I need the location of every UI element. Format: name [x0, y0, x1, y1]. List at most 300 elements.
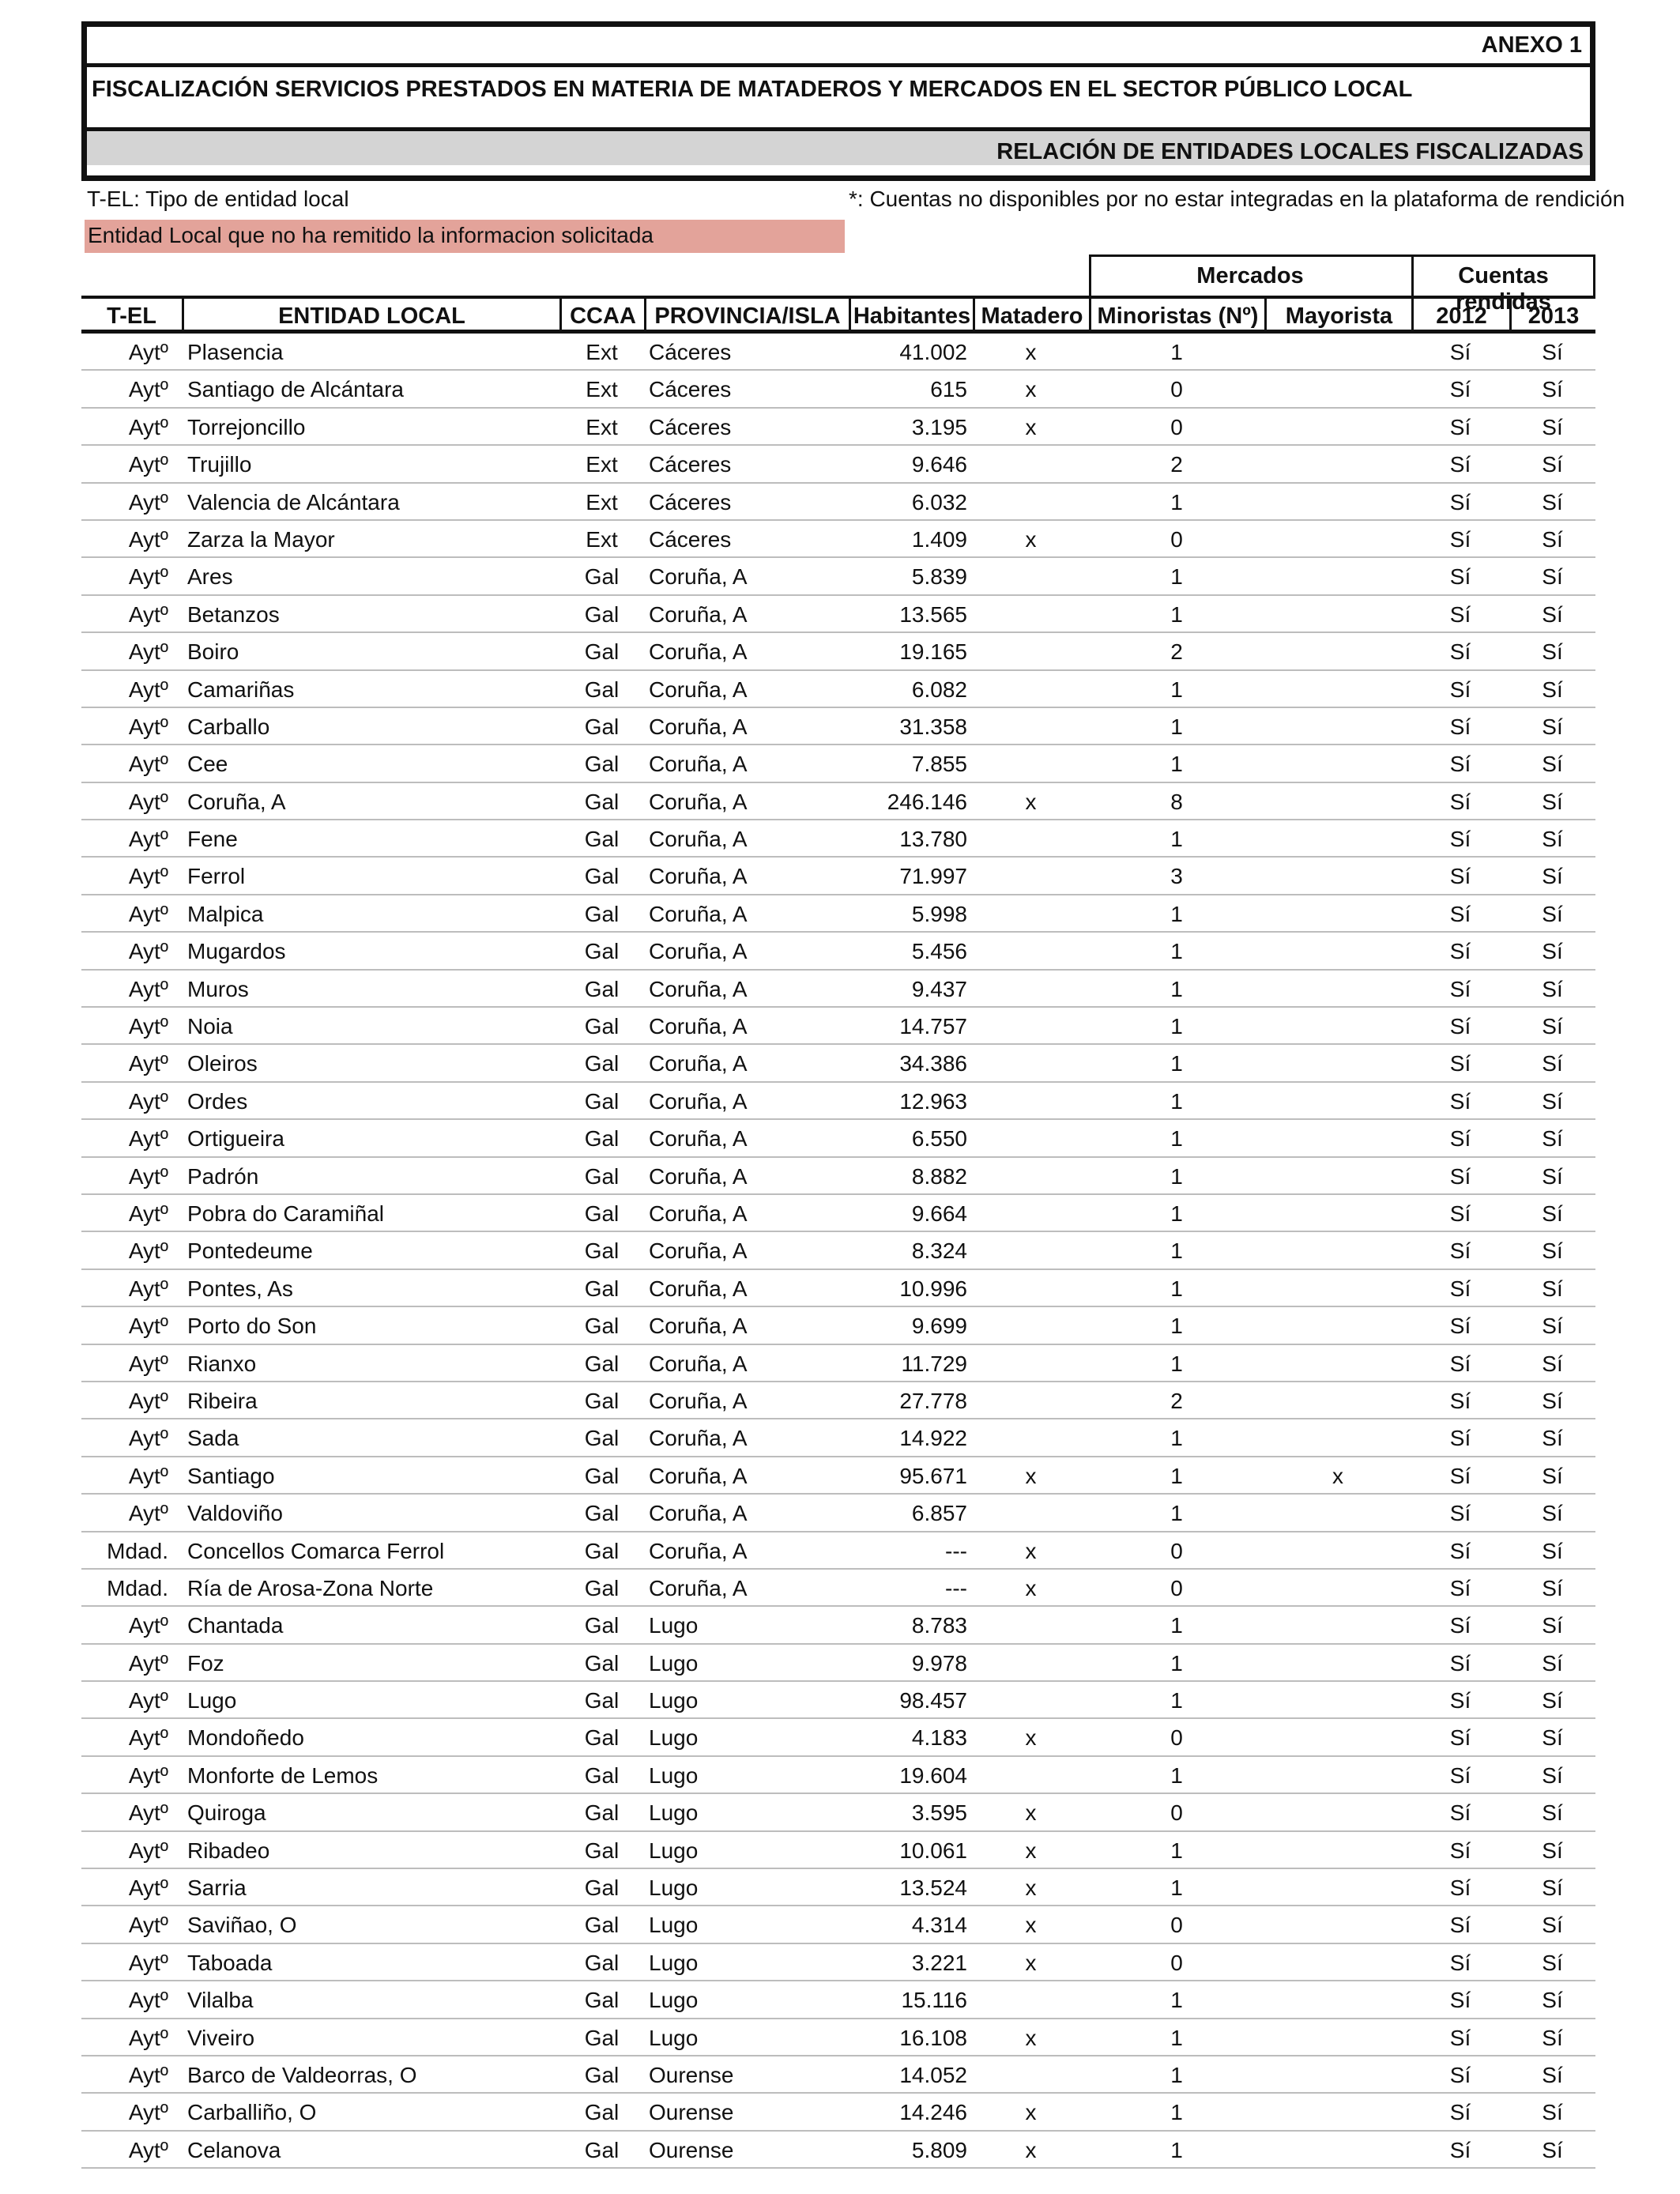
col-ccaa: CCAA	[559, 299, 644, 330]
cell-y2012: Sí	[1449, 1650, 1471, 1676]
cell-y2012: Sí	[1449, 1875, 1471, 1901]
col-matadero: Matadero	[973, 299, 1089, 330]
cell-entidad: Santiago de Alcántara	[187, 377, 404, 402]
col-minoristas: Minoristas (Nº)	[1089, 299, 1264, 330]
cell-habitantes: 8.882	[911, 1163, 967, 1189]
table-row	[81, 2132, 1595, 2169]
cell-tel: Aytº	[128, 827, 168, 852]
cell-y2013: Sí	[1542, 2137, 1563, 2162]
table-row	[81, 671, 1595, 708]
cell-habitantes: 4.183	[911, 1725, 967, 1751]
cell-tel: Aytº	[128, 1014, 168, 1039]
cell-tel: Aytº	[128, 414, 168, 439]
cell-entidad: Valencia de Alcántara	[187, 489, 400, 515]
cell-y2012: Sí	[1449, 377, 1471, 402]
cell-provincia: Coruña, A	[649, 1388, 748, 1413]
cell-entidad: Cee	[187, 752, 228, 777]
col-habitantes: Habitantes	[849, 299, 973, 330]
cell-y2012: Sí	[1449, 1088, 1471, 1114]
cell-minoristas: 1	[1170, 1426, 1183, 1451]
cell-entidad: Foz	[187, 1650, 224, 1676]
cell-provincia: Coruña, A	[649, 1163, 748, 1189]
table-row	[81, 1120, 1595, 1157]
cell-matadero: x	[1025, 414, 1037, 439]
table-row	[81, 895, 1595, 933]
cell-entidad: Lugo	[187, 1688, 237, 1713]
cell-entidad: Malpica	[187, 901, 264, 926]
cell-habitantes: 3.195	[911, 414, 967, 439]
cell-entidad: Ribadeo	[187, 1838, 270, 1863]
cell-y2013: Sí	[1542, 864, 1563, 889]
table-row	[81, 1645, 1595, 1682]
table-row	[81, 1832, 1595, 1869]
cell-minoristas: 0	[1170, 1950, 1183, 1975]
cell-y2012: Sí	[1449, 1163, 1471, 1189]
cell-habitantes: 8.324	[911, 1238, 967, 1264]
cell-y2013: Sí	[1542, 1163, 1563, 1189]
cell-y2013: Sí	[1542, 452, 1563, 477]
cell-minoristas: 0	[1170, 526, 1183, 552]
cell-entidad: Monforte de Lemos	[187, 1762, 379, 1788]
table-row	[81, 484, 1595, 521]
cell-y2013: Sí	[1542, 1126, 1563, 1152]
table-row	[81, 1158, 1595, 1195]
cell-y2013: Sí	[1542, 2062, 1563, 2087]
cell-habitantes: 19.165	[899, 639, 967, 665]
cell-provincia: Coruña, A	[649, 1351, 748, 1376]
group-divider	[1593, 254, 1595, 296]
cell-minoristas: 1	[1170, 1501, 1183, 1526]
legend-tel: T-EL: Tipo de entidad local	[87, 187, 349, 211]
cell-ccaa: Gal	[584, 1800, 620, 1826]
cell-habitantes: 9.664	[911, 1201, 967, 1226]
cell-ccaa: Gal	[584, 1988, 620, 2013]
cell-y2012: Sí	[1449, 976, 1471, 1001]
col-2012: 2012	[1411, 299, 1509, 330]
cell-y2012: Sí	[1449, 1688, 1471, 1713]
cell-entidad: Zarza la Mayor	[187, 526, 335, 552]
cell-y2013: Sí	[1542, 1314, 1563, 1339]
cell-provincia: Lugo	[649, 1800, 699, 1826]
cell-y2013: Sí	[1542, 489, 1563, 515]
group-mercados: Mercados	[1196, 263, 1304, 288]
cell-minoristas: 1	[1170, 1838, 1183, 1863]
table-row	[81, 446, 1595, 483]
cell-y2013: Sí	[1542, 1088, 1563, 1114]
cell-provincia: Coruña, A	[649, 901, 748, 926]
cell-y2013: Sí	[1542, 1950, 1563, 1975]
cell-ccaa: Gal	[584, 1163, 620, 1189]
cell-tel: Aytº	[128, 1838, 168, 1863]
cell-y2012: Sí	[1449, 1051, 1471, 1076]
cell-ccaa: Gal	[584, 1351, 620, 1376]
cell-ccaa: Gal	[584, 2137, 620, 2162]
cell-tel: Aytº	[128, 1501, 168, 1526]
cell-matadero: x	[1025, 1463, 1037, 1488]
cell-ccaa: Gal	[584, 1950, 620, 1975]
cell-minoristas: 1	[1170, 1613, 1183, 1638]
cell-entidad: Ordes	[187, 1088, 248, 1114]
legend-not-sent: Entidad Local que no ha remitido la informacion solicitada	[85, 220, 845, 253]
cell-entidad: Chantada	[187, 1613, 284, 1638]
cell-minoristas: 0	[1170, 377, 1183, 402]
cell-matadero: x	[1025, 1538, 1037, 1563]
cell-entidad: Barco de Valdeorras, O	[187, 2062, 417, 2087]
cell-minoristas: 1	[1170, 601, 1183, 627]
cell-tel: Aytº	[128, 1762, 168, 1788]
cell-habitantes: 13.565	[899, 601, 967, 627]
cell-tel: Aytº	[128, 1988, 168, 2013]
cell-ccaa: Gal	[584, 1501, 620, 1526]
cell-y2012: Sí	[1449, 452, 1471, 477]
table-row	[81, 1532, 1595, 1570]
cell-ccaa: Gal	[584, 1575, 620, 1600]
cell-y2012: Sí	[1449, 564, 1471, 590]
cell-habitantes: 3.221	[911, 1950, 967, 1975]
cell-habitantes: 10.061	[899, 1838, 967, 1863]
cell-entidad: Ortigueira	[187, 1126, 284, 1152]
cell-entidad: Santiago	[187, 1463, 275, 1488]
cell-minoristas: 1	[1170, 1088, 1183, 1114]
table-row	[81, 1906, 1595, 1943]
cell-minoristas: 1	[1170, 1276, 1183, 1301]
cell-y2013: Sí	[1542, 1800, 1563, 1826]
cell-provincia: Coruña, A	[649, 1276, 748, 1301]
cell-entidad: Sada	[187, 1426, 239, 1451]
cell-matadero: x	[1025, 1875, 1037, 1901]
cell-provincia: Coruña, A	[649, 1501, 748, 1526]
cell-habitantes: 31.358	[899, 714, 967, 739]
cell-entidad: Pontes, As	[187, 1276, 293, 1301]
cell-entidad: Concellos Comarca Ferrol	[187, 1538, 445, 1563]
cell-ccaa: Ext	[586, 377, 618, 402]
cell-y2013: Sí	[1542, 1725, 1563, 1751]
cell-provincia: Coruña, A	[649, 677, 748, 702]
cell-minoristas: 1	[1170, 939, 1183, 964]
table-row	[81, 1607, 1595, 1644]
cell-entidad: Porto do Son	[187, 1314, 317, 1339]
cell-tel: Aytº	[128, 1163, 168, 1189]
cell-ccaa: Gal	[584, 1538, 620, 1563]
cell-habitantes: 6.032	[911, 489, 967, 515]
table-row	[81, 2056, 1595, 2094]
cell-habitantes: 13.780	[899, 827, 967, 852]
cell-habitantes: 7.855	[911, 752, 967, 777]
cell-habitantes: 14.246	[899, 2100, 967, 2125]
cell-minoristas: 1	[1170, 2100, 1183, 2125]
table-row	[81, 820, 1595, 858]
cell-minoristas: 1	[1170, 1163, 1183, 1189]
cell-provincia: Coruña, A	[649, 1575, 748, 1600]
cell-y2013: Sí	[1542, 1838, 1563, 1863]
cell-tel: Aytº	[128, 901, 168, 926]
cell-habitantes: 9.437	[911, 976, 967, 1001]
cell-matadero: x	[1025, 1838, 1037, 1863]
table-header	[81, 296, 1595, 334]
cell-minoristas: 2	[1170, 1388, 1183, 1413]
cell-ccaa: Gal	[584, 901, 620, 926]
cell-entidad: Padrón	[187, 1163, 259, 1189]
cell-y2012: Sí	[1449, 1238, 1471, 1264]
cell-minoristas: 0	[1170, 1913, 1183, 1938]
cell-tel: Aytº	[128, 2137, 168, 2162]
cell-y2012: Sí	[1449, 1838, 1471, 1863]
cell-habitantes: 5.839	[911, 564, 967, 590]
cell-provincia: Coruña, A	[649, 1463, 748, 1488]
table-row	[81, 1232, 1595, 1269]
cell-y2013: Sí	[1542, 377, 1563, 402]
cell-y2012: Sí	[1449, 340, 1471, 364]
cell-entidad: Trujillo	[187, 452, 252, 477]
cell-y2013: Sí	[1542, 2100, 1563, 2125]
cell-matadero: x	[1025, 1950, 1037, 1975]
table-row	[81, 1869, 1595, 1906]
cell-y2012: Sí	[1449, 1575, 1471, 1600]
cell-entidad: Sarria	[187, 1875, 247, 1901]
cell-ccaa: Gal	[584, 1913, 620, 1938]
cell-provincia: Coruña, A	[649, 1014, 748, 1039]
cell-provincia: Lugo	[649, 1838, 699, 1863]
cell-habitantes: 9.978	[911, 1650, 967, 1676]
cell-matadero: x	[1025, 1575, 1037, 1600]
cell-provincia: Coruña, A	[649, 1238, 748, 1264]
cell-tel: Aytº	[128, 714, 168, 739]
cell-minoristas: 1	[1170, 1988, 1183, 2013]
cell-ccaa: Gal	[584, 1014, 620, 1039]
col-2013: 2013	[1509, 299, 1595, 330]
table-row	[81, 971, 1595, 1008]
cell-entidad: Saviñao, O	[187, 1913, 297, 1938]
cell-y2013: Sí	[1542, 1913, 1563, 1938]
cell-tel: Aytº	[128, 601, 168, 627]
cell-entidad: Noia	[187, 1014, 233, 1039]
cell-habitantes: 9.699	[911, 1314, 967, 1339]
cell-habitantes: 615	[930, 377, 967, 402]
cell-tel: Aytº	[128, 564, 168, 590]
cell-minoristas: 0	[1170, 414, 1183, 439]
cell-tel: Aytº	[128, 1650, 168, 1676]
cell-provincia: Coruña, A	[649, 827, 748, 852]
cell-y2013: Sí	[1542, 1988, 1563, 2013]
cell-minoristas: 1	[1170, 827, 1183, 852]
cell-habitantes: 6.857	[911, 1501, 967, 1526]
cell-tel: Aytº	[128, 526, 168, 552]
table-row	[81, 1382, 1595, 1419]
cell-minoristas: 1	[1170, 1201, 1183, 1226]
cell-minoristas: 1	[1170, 1314, 1183, 1339]
cell-tel: Aytº	[128, 452, 168, 477]
cell-provincia: Coruña, A	[649, 1126, 748, 1152]
cell-habitantes: 34.386	[899, 1051, 967, 1076]
cell-y2012: Sí	[1449, 414, 1471, 439]
table-row	[81, 1307, 1595, 1344]
table-row	[81, 596, 1595, 633]
cell-provincia: Lugo	[649, 1988, 699, 2013]
cell-tel: Aytº	[128, 1950, 168, 1975]
cell-entidad: Pontedeume	[187, 1238, 313, 1264]
cell-ccaa: Gal	[584, 1463, 620, 1488]
cell-tel: Mdad.	[107, 1575, 168, 1600]
cell-tel: Aytº	[128, 2062, 168, 2087]
cell-y2012: Sí	[1449, 601, 1471, 627]
cell-provincia: Coruña, A	[649, 1051, 748, 1076]
cell-ccaa: Gal	[584, 1838, 620, 1863]
document-title: FISCALIZACIÓN SERVICIOS PRESTADOS EN MATERIA DE MATADEROS Y MERCADOS EN EL SECTOR PÚBLICO LOCAL	[87, 63, 1590, 130]
cell-y2013: Sí	[1542, 1426, 1563, 1451]
table-row	[81, 933, 1595, 970]
cell-entidad: Mondoñedo	[187, 1725, 304, 1751]
table-row	[81, 1008, 1595, 1045]
cell-habitantes: 5.998	[911, 901, 967, 926]
cell-entidad: Betanzos	[187, 601, 280, 627]
cell-minoristas: 1	[1170, 714, 1183, 739]
cell-tel: Aytº	[128, 1351, 168, 1376]
table-row	[81, 1195, 1595, 1232]
document-subtitle: RELACIÓN DE ENTIDADES LOCALES FISCALIZADAS	[87, 127, 1590, 165]
cell-habitantes: 41.002	[899, 340, 967, 364]
cell-ccaa: Gal	[584, 1426, 620, 1451]
cell-y2012: Sí	[1449, 1126, 1471, 1152]
cell-y2012: Sí	[1449, 2062, 1471, 2087]
cell-entidad: Mugardos	[187, 939, 286, 964]
cell-habitantes: 9.646	[911, 452, 967, 477]
cell-minoristas: 1	[1170, 564, 1183, 590]
cell-habitantes: ---	[945, 1538, 967, 1563]
cell-minoristas: 1	[1170, 1650, 1183, 1676]
cell-tel: Aytº	[128, 1126, 168, 1152]
cell-entidad: Ares	[187, 564, 233, 590]
cell-habitantes: 11.729	[901, 1351, 967, 1376]
cell-provincia: Lugo	[649, 1762, 699, 1788]
cell-tel: Aytº	[128, 677, 168, 702]
cell-habitantes: 98.457	[899, 1688, 967, 1713]
cell-habitantes: 14.052	[899, 2062, 967, 2087]
table-row	[81, 1270, 1595, 1307]
cell-entidad: Carballiño, O	[187, 2100, 317, 2125]
cell-ccaa: Gal	[584, 827, 620, 852]
cell-tel: Aytº	[128, 340, 168, 364]
table-row	[81, 1682, 1595, 1719]
group-divider	[1411, 254, 1414, 296]
cell-entidad: Fene	[187, 827, 238, 852]
table-row	[81, 1045, 1595, 1082]
cell-tel: Aytº	[128, 639, 168, 665]
table-row	[81, 558, 1595, 595]
cell-habitantes: 71.997	[899, 864, 967, 889]
cell-tel: Aytº	[128, 1725, 168, 1751]
cell-provincia: Coruña, A	[649, 601, 748, 627]
cell-y2013: Sí	[1542, 1388, 1563, 1413]
cell-entidad: Pobra do Caramiñal	[187, 1201, 385, 1226]
cell-provincia: Coruña, A	[649, 1314, 748, 1339]
cell-tel: Mdad.	[107, 1538, 168, 1563]
cell-y2012: Sí	[1449, 1201, 1471, 1226]
cell-ccaa: Gal	[584, 1388, 620, 1413]
cell-y2012: Sí	[1449, 2137, 1471, 2162]
cell-provincia: Lugo	[649, 1650, 699, 1676]
cell-y2013: Sí	[1542, 1014, 1563, 1039]
cell-habitantes: 6.550	[911, 1126, 967, 1152]
cell-ccaa: Gal	[584, 939, 620, 964]
table-row	[81, 1570, 1595, 1607]
cell-y2013: Sí	[1542, 2025, 1563, 2050]
cell-minoristas: 1	[1170, 1875, 1183, 1901]
cell-provincia: Cáceres	[649, 452, 732, 477]
cell-y2012: Sí	[1449, 1800, 1471, 1826]
cell-minoristas: 1	[1170, 901, 1183, 926]
cell-tel: Aytº	[128, 752, 168, 777]
cell-tel: Aytº	[128, 1388, 168, 1413]
cell-entidad: Viveiro	[187, 2025, 255, 2050]
group-cuentas: Cuentas rendidas	[1456, 263, 1551, 315]
cell-entidad: Celanova	[187, 2137, 281, 2162]
cell-y2013: Sí	[1542, 1201, 1563, 1226]
cell-y2013: Sí	[1542, 564, 1563, 590]
cell-minoristas: 0	[1170, 1800, 1183, 1826]
cell-provincia: Coruña, A	[649, 1088, 748, 1114]
cell-entidad: Ferrol	[187, 864, 246, 889]
cell-matadero: x	[1025, 1800, 1037, 1826]
cell-provincia: Coruña, A	[649, 752, 748, 777]
cell-minoristas: 0	[1170, 1538, 1183, 1563]
cell-tel: Aytº	[128, 1426, 168, 1451]
cell-minoristas: 1	[1170, 677, 1183, 702]
cell-y2012: Sí	[1449, 2100, 1471, 2125]
cell-y2013: Sí	[1542, 1051, 1563, 1076]
cell-ccaa: Gal	[584, 2025, 620, 2050]
cell-tel: Aytº	[128, 1800, 168, 1826]
cell-tel: Aytº	[128, 1463, 168, 1488]
cell-y2013: Sí	[1542, 1875, 1563, 1901]
cell-matadero: x	[1025, 1725, 1037, 1751]
cell-matadero: x	[1025, 526, 1037, 552]
cell-minoristas: 1	[1170, 340, 1183, 364]
col-tel: T-EL	[107, 303, 156, 329]
cell-y2012: Sí	[1449, 1538, 1471, 1563]
cell-ccaa: Gal	[584, 601, 620, 627]
cell-minoristas: 0	[1170, 1725, 1183, 1751]
cell-tel: Aytº	[128, 864, 168, 889]
cell-habitantes: 19.604	[899, 1762, 967, 1788]
cell-minoristas: 1	[1170, 2137, 1183, 2162]
cell-matadero: x	[1025, 2137, 1037, 2162]
cell-y2013: Sí	[1542, 1613, 1563, 1638]
cell-tel: Aytº	[128, 1276, 168, 1301]
cell-tel: Aytº	[128, 1238, 168, 1264]
table-row	[81, 1757, 1595, 1794]
cell-provincia: Coruña, A	[649, 864, 748, 889]
col-mayorista: Mayorista	[1264, 299, 1411, 330]
cell-y2013: Sí	[1542, 1538, 1563, 1563]
cell-y2013: Sí	[1542, 414, 1563, 439]
cell-y2013: Sí	[1542, 939, 1563, 964]
cell-y2013: Sí	[1542, 1650, 1563, 1676]
cell-ccaa: Gal	[584, 2062, 620, 2087]
cell-ccaa: Gal	[584, 1238, 620, 1264]
cell-ccaa: Ext	[586, 414, 618, 439]
cell-provincia: Coruña, A	[649, 976, 748, 1001]
cell-minoristas: 1	[1170, 1762, 1183, 1788]
table-row	[81, 2094, 1595, 2131]
cell-habitantes: ---	[945, 1575, 967, 1600]
cell-entidad: Ribeira	[187, 1388, 258, 1413]
cell-y2013: Sí	[1542, 677, 1563, 702]
table-row	[81, 745, 1595, 782]
cell-tel: Aytº	[128, 1913, 168, 1938]
cell-ccaa: Gal	[584, 2100, 620, 2125]
cell-minoristas: 1	[1170, 2025, 1183, 2050]
cell-y2012: Sí	[1449, 1501, 1471, 1526]
